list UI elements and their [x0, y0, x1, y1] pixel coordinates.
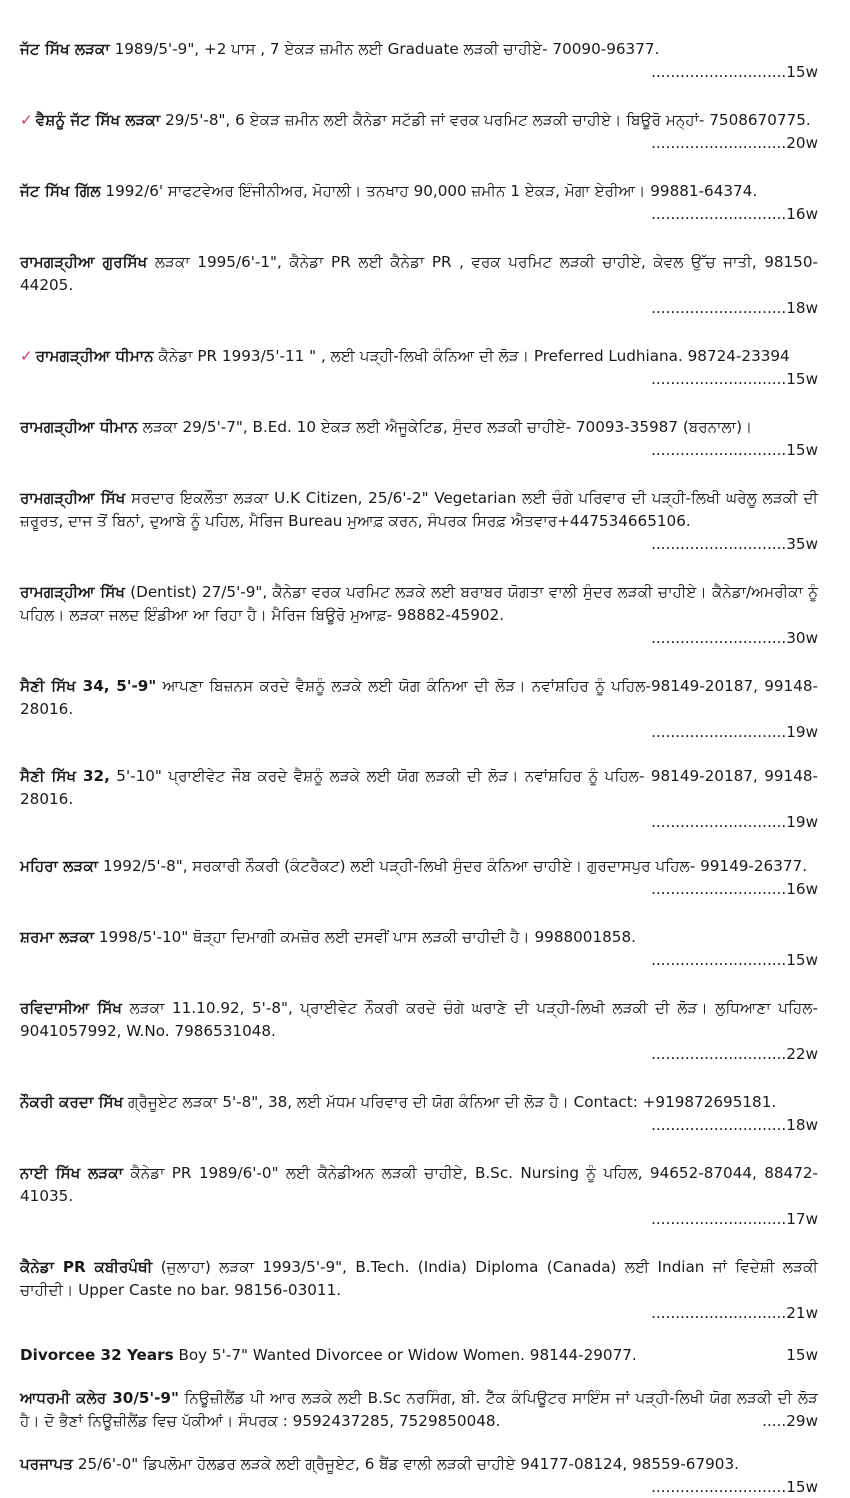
ad-text	[20, 855, 818, 878]
ad-word-count: ............................17w	[651, 1210, 818, 1228]
ad-text	[20, 345, 818, 368]
ad-price-line	[20, 1208, 818, 1230]
ad-details: ਨਿਊਜ਼ੀਲੈਂਡ ਪੀ ਆਰ ਲੜਕੇ ਲਈ B.Sc ਨਰਸਿੰਗ, ਬੀ. ਟੈੱਕ ਕੰਪਿਊਟਰ ਸਾਇੰਸ ਜਾਂ ਪੜ੍ਹੀ-ਲਿਖੀ ਯੋਗ ਲੜਕੀ ਦੀ ਲੋੜ ਹੈ। ਦੋ ਭੈਣਾਂ ਨਿਊਜ਼ੀਲੈਂਡ ਵਿਚ ਪੱਕੀਆਂ। ਸੰਪਰਕ : 9592437285, 7529850048.	[20, 1389, 819, 1430]
ad-price-line	[20, 132, 818, 154]
ad-text	[20, 581, 818, 627]
ad-word-count: ............................15w	[651, 370, 818, 388]
ad-details: 1992/6' ਸਾਫਟਵੇਅਰ ਇੰਜੀਨੀਅਰ, ਮੋਹਾਲੀ। ਤਨਖਾਹ 90,000 ਜ਼ਮੀਨ 1 ਏਕੜ, ਮੋਗਾ ਏਰੀਆ। 99881-64374.	[100, 182, 758, 200]
ad-heading: ਨੌਕਰੀ ਕਰਦਾ ਸਿੱਖ	[20, 1093, 124, 1111]
ad-price-line	[20, 203, 818, 225]
ad-heading: ਜੱਟ ਸਿੱਖ ਲੜਕਾ	[20, 40, 110, 58]
ad-details: ਆਪਣਾ ਬਿਜ਼ਨਸ ਕਰਦੇ ਵੈਸ਼ਨੂੰ ਲੜਕੇ ਲਈ ਯੋਗ ਕੰਨਿਆ ਦੀ ਲੋੜ। ਨਵਾਂਸ਼ਹਿਰ ਨੂੰ ਪਹਿਲ-98149-20187, 99148-28016.	[20, 677, 818, 718]
ad-entry	[20, 109, 818, 154]
ad-word-count: ............................15w	[651, 1478, 818, 1496]
ad-entry	[20, 1162, 818, 1230]
ad-text	[20, 1344, 818, 1367]
ad-word-count: ............................16w	[651, 880, 818, 898]
ad-text	[20, 926, 818, 949]
ad-text	[20, 1256, 818, 1302]
ad-details: ਲੜਕਾ 11.10.92, 5'-8", ਪ੍ਰਾਈਵੇਟ ਨੌਕਰੀ ਕਰਦੇ ਚੰਗੇ ਘਰਾਣੇ ਦੀ ਪੜ੍ਹੀ-ਲਿਖੀ ਲੜਕੀ ਦੀ ਲੋੜ। ਲੁਧਿਆਣਾ ਪਹਿਲ- 9041057992, W.No. 7986531048.	[20, 999, 819, 1040]
ad-entry	[20, 487, 818, 555]
ad-price-line	[20, 439, 818, 461]
ad-entry	[20, 1256, 818, 1324]
ad-word-count: 15w	[786, 1346, 818, 1364]
ad-heading: ਸ਼ਰਮਾ ਲੜਕਾ	[20, 928, 95, 946]
ad-details: 29/5'-8", 6 ਏਕੜ ਜ਼ਮੀਨ ਲਈ ਕੈਨੇਡਾ ਸਟੱਡੀ ਜਾਂ ਵਰਕ ਪਰਮਿਟ ਲੜਕੀ ਚਾਹੀਏ। ਬਿਊਰੋ ਮਨ੍ਹਾਂ- 7508670775.	[160, 111, 811, 129]
ad-text	[20, 109, 818, 132]
ad-heading: ਰਾਮਗੜ੍ਹੀਆ ਧੀਮਾਨ	[35, 347, 154, 365]
ad-heading: ਪਰਜਾਪਤ	[20, 1455, 73, 1473]
ad-heading: ਸੈਣੀ ਸਿੱਖ 34, 5'-9"	[20, 677, 157, 695]
ad-text	[20, 765, 818, 811]
ad-entry	[20, 1091, 818, 1136]
ad-entry	[20, 997, 818, 1065]
ad-price-line	[20, 61, 818, 83]
ad-word-count: ............................30w	[651, 629, 818, 647]
ad-heading: ਨਾਈ ਸਿੱਖ ਲੜਕਾ	[20, 1164, 124, 1182]
ad-price-line	[20, 627, 818, 649]
ad-heading: ਰਾਮਗੜ੍ਹੀਆ ਸਿੱਖ	[20, 489, 126, 507]
ad-word-count: ............................35w	[651, 535, 818, 553]
ad-heading: ਰਵਿਦਾਸੀਆ ਸਿੱਖ	[20, 999, 123, 1017]
ad-text	[20, 416, 818, 439]
ad-price-line	[20, 1114, 818, 1136]
ad-word-count: ............................18w	[651, 299, 818, 317]
ad-price-line	[20, 1043, 818, 1065]
ad-entry	[20, 38, 818, 83]
ad-text	[20, 1387, 818, 1433]
ad-word-count: ............................15w	[651, 63, 818, 81]
ad-word-count: ............................19w	[651, 723, 818, 741]
ad-price-line	[20, 1302, 818, 1324]
ad-details: 1998/5'-10" ਥੋੜ੍ਹਾ ਦਿਮਾਗੀ ਕਮਜ਼ੋਰ ਲਈ ਦਸਵੀਂ ਪਾਸ ਲੜਕੀ ਚਾਹੀਦੀ ਹੈ। 9988001858.	[94, 928, 636, 946]
ad-entry	[20, 251, 818, 319]
ad-word-count: ............................18w	[651, 1116, 818, 1134]
ad-price-line	[20, 721, 818, 743]
ad-entry	[20, 855, 818, 900]
ad-entry	[20, 1344, 818, 1367]
ad-text	[20, 180, 818, 203]
ad-heading: ਆਧਰਮੀ ਕਲੇਰ 30/5'-9"	[20, 1389, 179, 1407]
ad-heading: ਮਹਿਰਾ ਲੜਕਾ	[20, 857, 99, 875]
ad-heading: ਸੈਣੀ ਸਿੱਖ 32,	[20, 767, 110, 785]
ad-entry	[20, 1387, 818, 1433]
ad-details: (ਜੁਲਾਹਾ) ਲੜਕਾ 1993/5'-9", B.Tech. (India) Diploma (Canada) ਲਈ Indian ਜਾਂ ਵਿਦੇਸ਼ੀ ਲੜਕੀ ਚਾਹੀਦੀ। Upper Caste no bar. 98156-03011.	[20, 1258, 819, 1299]
ad-entry	[20, 416, 818, 461]
ad-details: 1992/5'-8", ਸਰਕਾਰੀ ਨੌਕਰੀ (ਕੰਟਰੈਕਟ) ਲਈ ਪੜ੍ਹੀ-ਲਿਖੀ ਸੁੰਦਰ ਕੰਨਿਆ ਚਾਹੀਏ। ਗੁਰਦਾਸਪੁਰ ਪਹਿਲ- 99149-26377.	[98, 857, 808, 875]
ad-details: ਸਰਦਾਰ ਇਕਲੌਤਾ ਲੜਕਾ U.K Citizen, 25/6'-2" Vegetarian ਲਈ ਚੰਗੇ ਪਰਿਵਾਰ ਦੀ ਪੜ੍ਹੀ-ਲਿਖੀ ਘਰੇਲੂ ਲੜਕੀ ਦੀ ਜ਼ਰੂਰਤ, ਦਾਜ ਤੋਂ ਬਿਨਾਂ, ਦੁਆਬੇ ਨੂੰ ਪਹਿਲ, ਮੈਰਿਜ Bureau ਮੁਆਫ਼ ਕਰਨ, ਸੰਪਰਕ ਸਿਰਫ਼ ਐਤਵਾਰ+447534665106.	[20, 489, 818, 530]
ad-details: Boy 5'-7" Wanted Divorcee or Widow Women. 98144-29077.	[173, 1346, 637, 1364]
ad-heading: ਜੱਟ ਸਿੱਖ ਗਿੱਲ	[20, 182, 101, 200]
ad-details: ਕੈਨੇਡਾ PR 1989/6'-0" ਲਈ ਕੈਨੇਡੀਅਨ ਲੜਕੀ ਚਾਹੀਏ, B.Sc. Nursing ਨੂੰ ਪਹਿਲ, 94652-87044, 88472-41035.	[20, 1164, 818, 1205]
ad-word-count: ............................15w	[651, 951, 818, 969]
ad-price-line	[20, 949, 818, 971]
matrimonial-ads-list	[20, 38, 818, 1498]
ad-price-line	[20, 533, 818, 555]
ad-text	[20, 675, 818, 721]
ad-word-count: ............................20w	[651, 134, 818, 152]
ad-heading: ਕੈਨੇਡਾ PR ਕਬੀਰਪੰਥੀ	[20, 1258, 153, 1276]
ad-entry	[20, 765, 818, 833]
ad-text	[20, 997, 818, 1043]
ad-entry	[20, 581, 818, 649]
ad-text	[20, 251, 818, 297]
ad-heading: Divorcee 32 Years	[20, 1346, 174, 1364]
ad-price-line	[20, 878, 818, 900]
check-mark-icon: ✓	[20, 347, 33, 365]
ad-price-line	[20, 297, 818, 319]
ad-word-count: ............................19w	[651, 813, 818, 831]
ad-details: (Dentist) 27/5'-9", ਕੈਨੇਡਾ ਵਰਕ ਪਰਮਿਟ ਲੜਕੇ ਲਈ ਬਰਾਬਰ ਯੋਗਤਾ ਵਾਲੀ ਸੁੰਦਰ ਲੜਕੀ ਚਾਹੀਏ। ਕੈਨੇਡਾ/ਅਮਰੀਕਾ ਨੂੰ ਪਹਿਲ। ਲੜਕਾ ਜਲਦ ਇੰਡੀਆ ਆ ਰਿਹਾ ਹੈ। ਮੈਰਿਜ ਬਿਊਰੋ ਮੁਆਫ਼- 98882-45902.	[20, 583, 818, 624]
ad-details: 1989/5'-9", +2 ਪਾਸ , 7 ਏਕੜ ਜ਼ਮੀਨ ਲਈ Graduate ਲੜਕੀ ਚਾਹੀਏ- 70090-96377.	[109, 40, 660, 58]
ad-heading: ਰਾਮਗੜ੍ਹੀਆ ਸਿੱਖ	[20, 583, 125, 601]
ad-details: 25/6'-0" ਡਿਪਲੋਮਾ ਹੋਲਡਰ ਲੜਕੇ ਲਈ ਗ੍ਰੈਜੂਏਟ, 6 ਬੈਂਡ ਵਾਲੀ ਲੜਕੀ ਚਾਹੀਏ 94177-08124, 98559-67903.	[73, 1455, 739, 1473]
ad-entry	[20, 675, 818, 743]
ad-heading: ਰਾਮਗੜ੍ਹੀਆ ਧੀਮਾਨ	[20, 418, 138, 436]
ad-text	[20, 1162, 818, 1208]
ad-price-line	[20, 811, 818, 833]
ad-word-count: ............................16w	[651, 205, 818, 223]
ad-price-line	[20, 1476, 818, 1498]
ad-details: ਕੈਨੇਡਾ PR 1993/5'-11 " , ਲਈ ਪੜ੍ਹੀ-ਲਿਖੀ ਕੰਨਿਆ ਦੀ ਲੋੜ। Preferred Ludhiana. 98724-23394	[153, 347, 790, 365]
ad-heading: ਵੈਸ਼ਨੂੰ ਜੱਟ ਸਿੱਖ ਲੜਕਾ	[35, 111, 161, 129]
ad-text	[20, 487, 818, 533]
ad-details: 5'-10" ਪ੍ਰਾਈਵੇਟ ਜੌਬ ਕਰਦੇ ਵੈਸ਼ਨੂੰ ਲੜਕੇ ਲਈ ਯੋਗ ਲੜਕੀ ਦੀ ਲੋੜ। ਨਵਾਂਸ਼ਹਿਰ ਨੂੰ ਪਹਿਲ- 98149-20187, 99148-28016.	[20, 767, 818, 808]
ad-word-count: ............................21w	[651, 1304, 818, 1322]
ad-text	[20, 38, 818, 61]
ad-price-line	[20, 368, 818, 390]
ad-word-count: ............................15w	[651, 441, 818, 459]
ad-word-count: .....29w	[762, 1412, 818, 1430]
ad-text	[20, 1453, 818, 1476]
ad-entry	[20, 926, 818, 971]
ad-entry	[20, 1453, 818, 1498]
ad-word-count: ............................22w	[651, 1045, 818, 1063]
ad-text	[20, 1091, 818, 1114]
ad-entry	[20, 180, 818, 225]
ad-details: ਲੜਕਾ 1995/6'-1", ਕੈਨੇਡਾ PR ਲਈ ਕੈਨੇਡਾ PR , ਵਰਕ ਪਰਮਿਟ ਲੜਕੀ ਚਾਹੀਏ, ਕੇਵਲ ਉੱਚ ਜਾਤੀ, 98150-44205.	[20, 253, 818, 294]
ad-details: ਲੜਕਾ 29/5'-7", B.Ed. 10 ਏਕੜ ਲਈ ਐਜੂਕੇਟਿਡ, ਸੁੰਦਰ ਲੜਕੀ ਚਾਹੀਏ- 70093-35987 (ਬਰਨਾਲਾ)।	[137, 418, 753, 436]
ad-entry	[20, 345, 818, 390]
check-mark-icon: ✓	[20, 111, 33, 129]
ad-details: ਗ੍ਰੈਜੂਏਟ ਲੜਕਾ 5'-8", 38, ਲਈ ਮੱਧਮ ਪਰਿਵਾਰ ਦੀ ਯੋਗ ਕੰਨਿਆ ਦੀ ਲੋੜ ਹੈ। Contact: +919872695181.	[123, 1093, 777, 1111]
ad-heading: ਰਾਮਗੜ੍ਹੀਆ ਗੁਰਸਿੱਖ	[20, 253, 148, 271]
